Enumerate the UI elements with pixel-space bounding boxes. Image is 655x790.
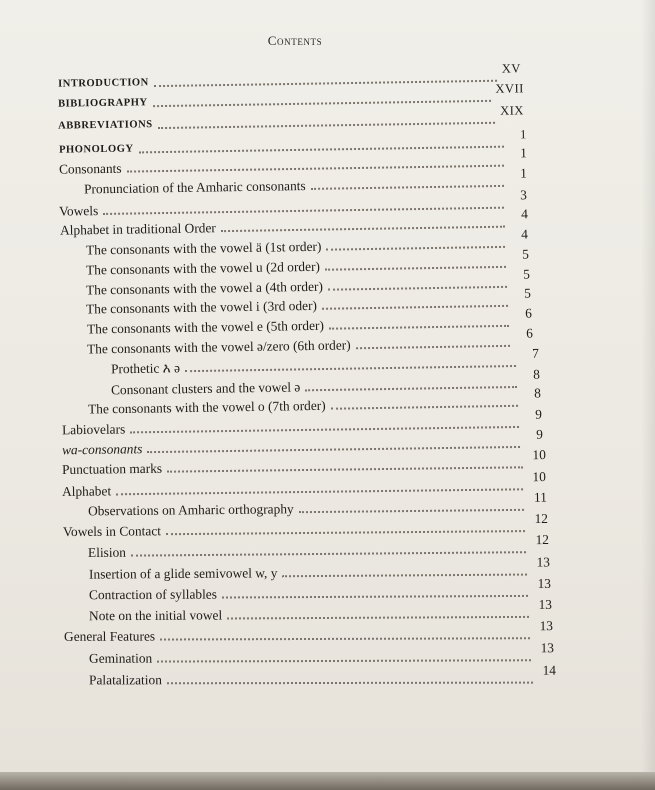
toc-entry-page: 4 <box>521 206 528 222</box>
toc-entry-label: The consonants with the vowel u (2d order) <box>85 258 321 278</box>
toc-entry <box>88 596 552 624</box>
toc-entry-label: The consonants with the vowel i (3rd oder) <box>85 297 318 317</box>
toc-entry <box>63 618 553 645</box>
toc-entry-label: Note on the initial vowel <box>88 607 223 624</box>
toc-entry-label: General Features <box>63 628 156 644</box>
toc-entry-page: XV <box>501 61 521 76</box>
dot-leader <box>305 386 517 391</box>
toc-entry-page: 10 <box>532 469 546 485</box>
toc-entry-page: 13 <box>540 640 554 656</box>
toc-entry-page: XVII <box>495 81 524 96</box>
toc-entry-page: 13 <box>537 575 551 591</box>
toc-entry-label: Pronunciation of the Amharic consonants <box>83 177 306 197</box>
toc-entry-label: PHONOLOGY <box>58 143 134 156</box>
toc-entry-page: 5 <box>524 285 531 301</box>
toc-entry-label: Contraction of syllables <box>88 586 217 603</box>
toc-entry-label: Alphabet in traditional Order <box>59 220 216 238</box>
toc-entry-page: XIX <box>500 103 524 118</box>
dot-leader <box>185 365 516 372</box>
dot-leader <box>127 165 504 173</box>
dot-leader <box>154 80 497 87</box>
toc-entry-page: 7 <box>532 345 539 361</box>
dot-leader <box>130 426 519 433</box>
toc-entry-page: 13 <box>539 618 553 634</box>
toc-entry-label: Insertion of a glide semivowel w, y <box>88 565 278 582</box>
toc-entry-label: Consonant clusters and the vowel ə <box>110 379 301 398</box>
toc-entry-page: 6 <box>525 305 532 321</box>
dot-leader <box>326 246 505 251</box>
toc-entry-label: Consonants <box>58 160 122 177</box>
dot-leader <box>167 466 523 472</box>
toc-entry-label: wa-consonants <box>61 441 143 458</box>
toc-entry-page: 11 <box>533 489 547 505</box>
dot-leader <box>356 345 510 349</box>
dot-leader <box>153 100 491 107</box>
contents-heading: Contents <box>267 33 323 48</box>
dot-leader <box>329 325 509 330</box>
toc-entry-label: Alphabet <box>61 483 112 499</box>
toc-entry-label: The consonants with the vowel e (5th order) <box>86 317 324 337</box>
toc-entry-page: 9 <box>536 426 543 442</box>
toc-entry <box>88 554 550 582</box>
toc-entry-label: The consonants with the vowel o (7th order) <box>87 397 326 417</box>
toc-entry-page: 3 <box>520 187 527 203</box>
toc-entry-page: 12 <box>535 531 549 548</box>
dot-leader <box>282 574 527 578</box>
page-edge-shadow <box>641 0 655 772</box>
toc-entry-page: 8 <box>533 366 540 382</box>
toc-entry-page: 5 <box>523 266 530 282</box>
toc-entry-page: 14 <box>542 662 556 678</box>
dot-leader <box>116 488 523 495</box>
toc-entry-label: Elision <box>87 544 127 561</box>
page-bottom-edge <box>0 772 655 790</box>
toc-entry-page: 5 <box>522 246 529 262</box>
toc-entry-label: Vowels <box>58 203 99 219</box>
dot-leader <box>160 637 530 640</box>
toc-entry-label: Labiovelars <box>61 421 126 438</box>
toc-entry <box>87 489 547 520</box>
toc-entry-label: Vowels in Contact <box>62 523 162 540</box>
toc-entry-label: Observations on Amharic orthography <box>87 501 294 519</box>
dot-leader <box>299 509 524 513</box>
toc-entry-label: Gemination <box>88 650 153 666</box>
dot-leader <box>147 446 520 453</box>
toc-entry-label: INTRODUCTION <box>57 77 149 90</box>
dot-leader <box>331 405 518 410</box>
toc-entry <box>88 662 556 689</box>
toc-entry-label: Palatalization <box>88 672 162 688</box>
dot-leader <box>311 185 504 190</box>
toc-entry-page: 1 <box>520 165 527 181</box>
toc-entry-page: 6 <box>526 325 533 341</box>
dot-leader <box>167 682 533 685</box>
dot-leader <box>222 595 528 599</box>
toc-entry <box>88 640 554 667</box>
dot-leader <box>328 286 507 291</box>
dot-leader <box>131 551 526 556</box>
dot-leader <box>227 616 529 620</box>
dot-leader <box>322 305 508 310</box>
toc-entry-page: 9 <box>535 406 542 422</box>
toc-entry-page: 13 <box>538 596 552 612</box>
dot-leader <box>139 146 504 154</box>
toc-entry-label: The consonants with the vowel ä (1st order) <box>85 238 322 258</box>
toc-entry-label: ABBREVIATIONS <box>57 119 153 132</box>
toc-entry-label: Punctuation marks <box>61 460 163 477</box>
toc-entry-page: 1 <box>520 145 527 161</box>
toc-entry-page: 12 <box>534 510 548 527</box>
toc-entry-page: 1 <box>519 127 527 142</box>
toc-entry-label: BIBLIOGRAPHY <box>57 97 148 110</box>
toc-entry-page: 8 <box>534 385 541 401</box>
toc-entry <box>83 165 527 198</box>
toc-entry-page: 10 <box>532 447 546 463</box>
toc-entry-label: Prothetic እ ə <box>110 360 181 377</box>
dot-leader <box>325 266 506 271</box>
dot-leader <box>157 659 531 662</box>
toc-entry-label: The consonants with the vowel ə/zero (6th order) <box>86 337 351 357</box>
dot-leader <box>166 530 525 535</box>
toc-entry <box>88 575 551 603</box>
dot-leader <box>158 122 496 129</box>
dot-leader <box>221 226 505 232</box>
toc-entry <box>87 531 549 561</box>
toc-entry-page: 4 <box>521 226 528 242</box>
toc-entry-page: 13 <box>536 554 550 570</box>
toc-entry-label: The consonants with the vowel a (4th order) <box>85 278 323 298</box>
